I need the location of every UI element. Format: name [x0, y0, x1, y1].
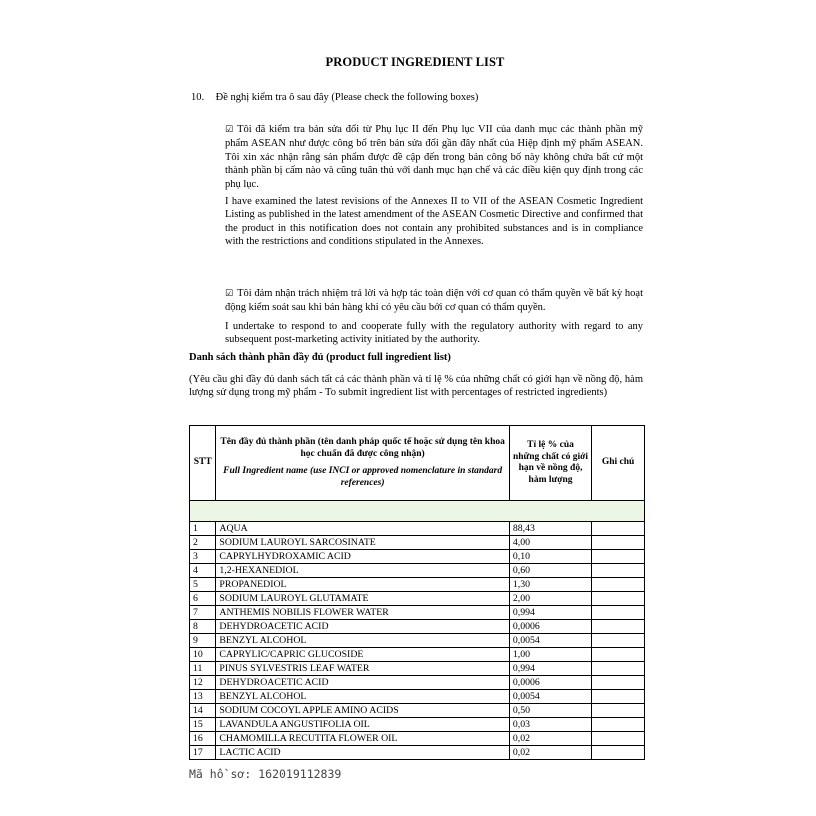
cell-stt: 8	[190, 620, 216, 634]
cell-stt: 5	[190, 578, 216, 592]
cell-stt: 14	[190, 704, 216, 718]
cell-percentage: 0,02	[509, 732, 591, 746]
cell-percentage: 0,0054	[509, 690, 591, 704]
table-row	[190, 550, 645, 564]
cell-percentage: 4,00	[509, 536, 591, 550]
cell-note	[592, 746, 645, 760]
cell-note	[592, 522, 645, 536]
cell-stt: 13	[190, 690, 216, 704]
cell-note	[592, 578, 645, 592]
header-stt: STT	[190, 426, 216, 501]
section-description: (Yêu cầu ghi đầy đủ danh sách tất cả các thành phần và tỉ lệ % của những chất có giới hạn về nồng độ, hàm lượng sử dụng trong mỹ phẩm - To submit ingredient list with percentages of restricted ingredients)	[189, 374, 643, 399]
cell-note	[592, 564, 645, 578]
header-name-en: Full Ingredient name (use INCI or approved nomenclature in standard references)	[223, 466, 503, 488]
header-name	[216, 426, 509, 501]
cell-ingredient-name: ANTHEMIS NOBILIS FLOWER WATER	[216, 606, 509, 620]
table-row	[190, 704, 645, 718]
cell-note	[592, 690, 645, 704]
cell-percentage: 2,00	[509, 592, 591, 606]
table-row	[190, 620, 645, 634]
cell-ingredient-name: SODIUM COCOYL APPLE AMINO ACIDS	[216, 704, 509, 718]
cell-note	[592, 718, 645, 732]
cell-percentage: 1,00	[509, 648, 591, 662]
check-2-en-text: I undertake to respond to and cooperate fully with the regulatory authority with regard to any subsequent post-marketing activity initiated by the authority.	[225, 321, 643, 346]
cell-stt: 2	[190, 536, 216, 550]
cell-note	[592, 676, 645, 690]
cell-ingredient-name: CAPRYLHYDROXAMIC ACID	[216, 550, 509, 564]
cell-ingredient-name: BENZYL ALCOHOL	[216, 634, 509, 648]
table-row	[190, 732, 645, 746]
cell-note	[592, 606, 645, 620]
cell-ingredient-name: BENZYL ALCOHOL	[216, 690, 509, 704]
cell-stt: 10	[190, 648, 216, 662]
cell-stt: 15	[190, 718, 216, 732]
cell-stt: 1	[190, 522, 216, 536]
check-1-en-text: I have examined the latest revisions of the Annexes II to VII of the ASEAN Cosmetic Ingredient Listing as published in the latest amendment of the ASEAN Cosmetic Directive and confirmed that the product in this notification does not contain any prohibited substances and is in compliance with the restrictions and conditions stipulated in the Annexes.	[225, 196, 643, 248]
header-percentage: Tỉ lệ % của những chất có giới hạn về nồng độ, hàm lượng	[509, 426, 591, 501]
cell-stt: 4	[190, 564, 216, 578]
table-header-row	[190, 426, 645, 501]
page-title: PRODUCT INGREDIENT LIST	[325, 55, 505, 69]
cell-note	[592, 732, 645, 746]
cell-percentage: 0,0054	[509, 634, 591, 648]
document-id: Mã hồ sơ: 162019112839	[189, 767, 342, 781]
cell-percentage: 0,60	[509, 564, 591, 578]
cell-stt: 16	[190, 732, 216, 746]
cell-percentage: 0,02	[509, 746, 591, 760]
cell-note	[592, 634, 645, 648]
table-row	[190, 578, 645, 592]
table-row	[190, 564, 645, 578]
cell-stt: 11	[190, 662, 216, 676]
cell-stt: 9	[190, 634, 216, 648]
cell-note	[592, 704, 645, 718]
cell-note	[592, 620, 645, 634]
checkbox-1-vi	[225, 123, 643, 191]
table-row	[190, 746, 645, 760]
cell-percentage: 0,03	[509, 718, 591, 732]
section-title: Danh sách thành phần đầy đủ (product full ingredient list)	[189, 352, 451, 363]
cell-note	[592, 662, 645, 676]
cell-stt: 6	[190, 592, 216, 606]
table-row	[190, 592, 645, 606]
cell-ingredient-name: PROPANEDIOL	[216, 578, 509, 592]
cell-ingredient-name: DEHYDROACETIC ACID	[216, 676, 509, 690]
table-row	[190, 634, 645, 648]
cell-percentage: 0,10	[509, 550, 591, 564]
cell-note	[592, 550, 645, 564]
cell-ingredient-name: LACTIC ACID	[216, 746, 509, 760]
cell-percentage: 0,994	[509, 606, 591, 620]
checked-box-icon[interactable]: ☑	[225, 125, 234, 135]
cell-percentage: 0,994	[509, 662, 591, 676]
cell-percentage: 88,43	[509, 522, 591, 536]
cell-ingredient-name: PINUS SYLVESTRIS LEAF WATER	[216, 662, 509, 676]
ingredient-table	[189, 425, 645, 760]
cell-percentage: 0,0006	[509, 620, 591, 634]
cell-percentage: 0,50	[509, 704, 591, 718]
table-row	[190, 690, 645, 704]
table-row	[190, 606, 645, 620]
table-row	[190, 648, 645, 662]
checkbox-2-vi	[225, 287, 643, 315]
check-2-vi-text: Tôi đảm nhận trách nhiệm trả lời và hợp tác toàn diện với cơ quan có thẩm quyền về bất kỳ hoạt động kiểm soát sau khi bán hàng khi có yêu cầu bởi cơ quan có thẩm quyền.	[225, 288, 643, 314]
cell-stt: 12	[190, 676, 216, 690]
cell-ingredient-name: LAVANDULA ANGUSTIFOLIA OIL	[216, 718, 509, 732]
cell-note	[592, 536, 645, 550]
cell-note	[592, 648, 645, 662]
cell-ingredient-name: SODIUM LAUROYL SARCOSINATE	[216, 536, 509, 550]
table-row	[190, 676, 645, 690]
cell-ingredient-name: SODIUM LAUROYL GLUTAMATE	[216, 592, 509, 606]
checked-box-icon[interactable]: ☑	[225, 289, 234, 299]
item-10	[191, 92, 478, 103]
cell-ingredient-name: AQUA	[216, 522, 509, 536]
item-number: 10.	[191, 92, 205, 103]
cell-stt: 3	[190, 550, 216, 564]
table-row	[190, 662, 645, 676]
table-row	[190, 718, 645, 732]
header-note: Ghi chú	[592, 426, 645, 501]
cell-ingredient-name: CAPRYLIC/CAPRIC GLUCOSIDE	[216, 648, 509, 662]
cell-stt: 17	[190, 746, 216, 760]
cell-ingredient-name: 1,2-HEXANEDIOL	[216, 564, 509, 578]
table-row	[190, 536, 645, 550]
table-row	[190, 522, 645, 536]
table-band-row	[190, 501, 645, 522]
check-1-vi-text: Tôi đã kiểm tra bản sửa đổi từ Phụ lục II đến Phụ lục VII của danh mục các thành phần mỹ phẩm ASEAN như được công bố trên bản sửa đổi gần đây nhất của Hiệp định mỹ phẩm ASEAN. Tôi xin xác nhận rằng sản phẩm được đề cập đến trong bản công bố này không chứa bất cứ một thành phần bị cấm nào và cũng tuân thủ với danh mục hạn chế và các điều kiện quy định trong các phụ lục.	[225, 124, 643, 190]
cell-note	[592, 592, 645, 606]
cell-ingredient-name: CHAMOMILLA RECUTITA FLOWER OIL	[216, 732, 509, 746]
cell-percentage: 1,30	[509, 578, 591, 592]
cell-percentage: 0,0006	[509, 676, 591, 690]
cell-stt: 7	[190, 606, 216, 620]
header-name-vi: Tên đầy đủ thành phần (tên danh pháp quốc tế hoặc sử dụng tên khoa học chuẩn đã được công nhận)	[220, 437, 505, 459]
item-10-text: Đề nghị kiểm tra ô sau đây (Please check the following boxes)	[215, 92, 479, 103]
cell-ingredient-name: DEHYDROACETIC ACID	[216, 620, 509, 634]
